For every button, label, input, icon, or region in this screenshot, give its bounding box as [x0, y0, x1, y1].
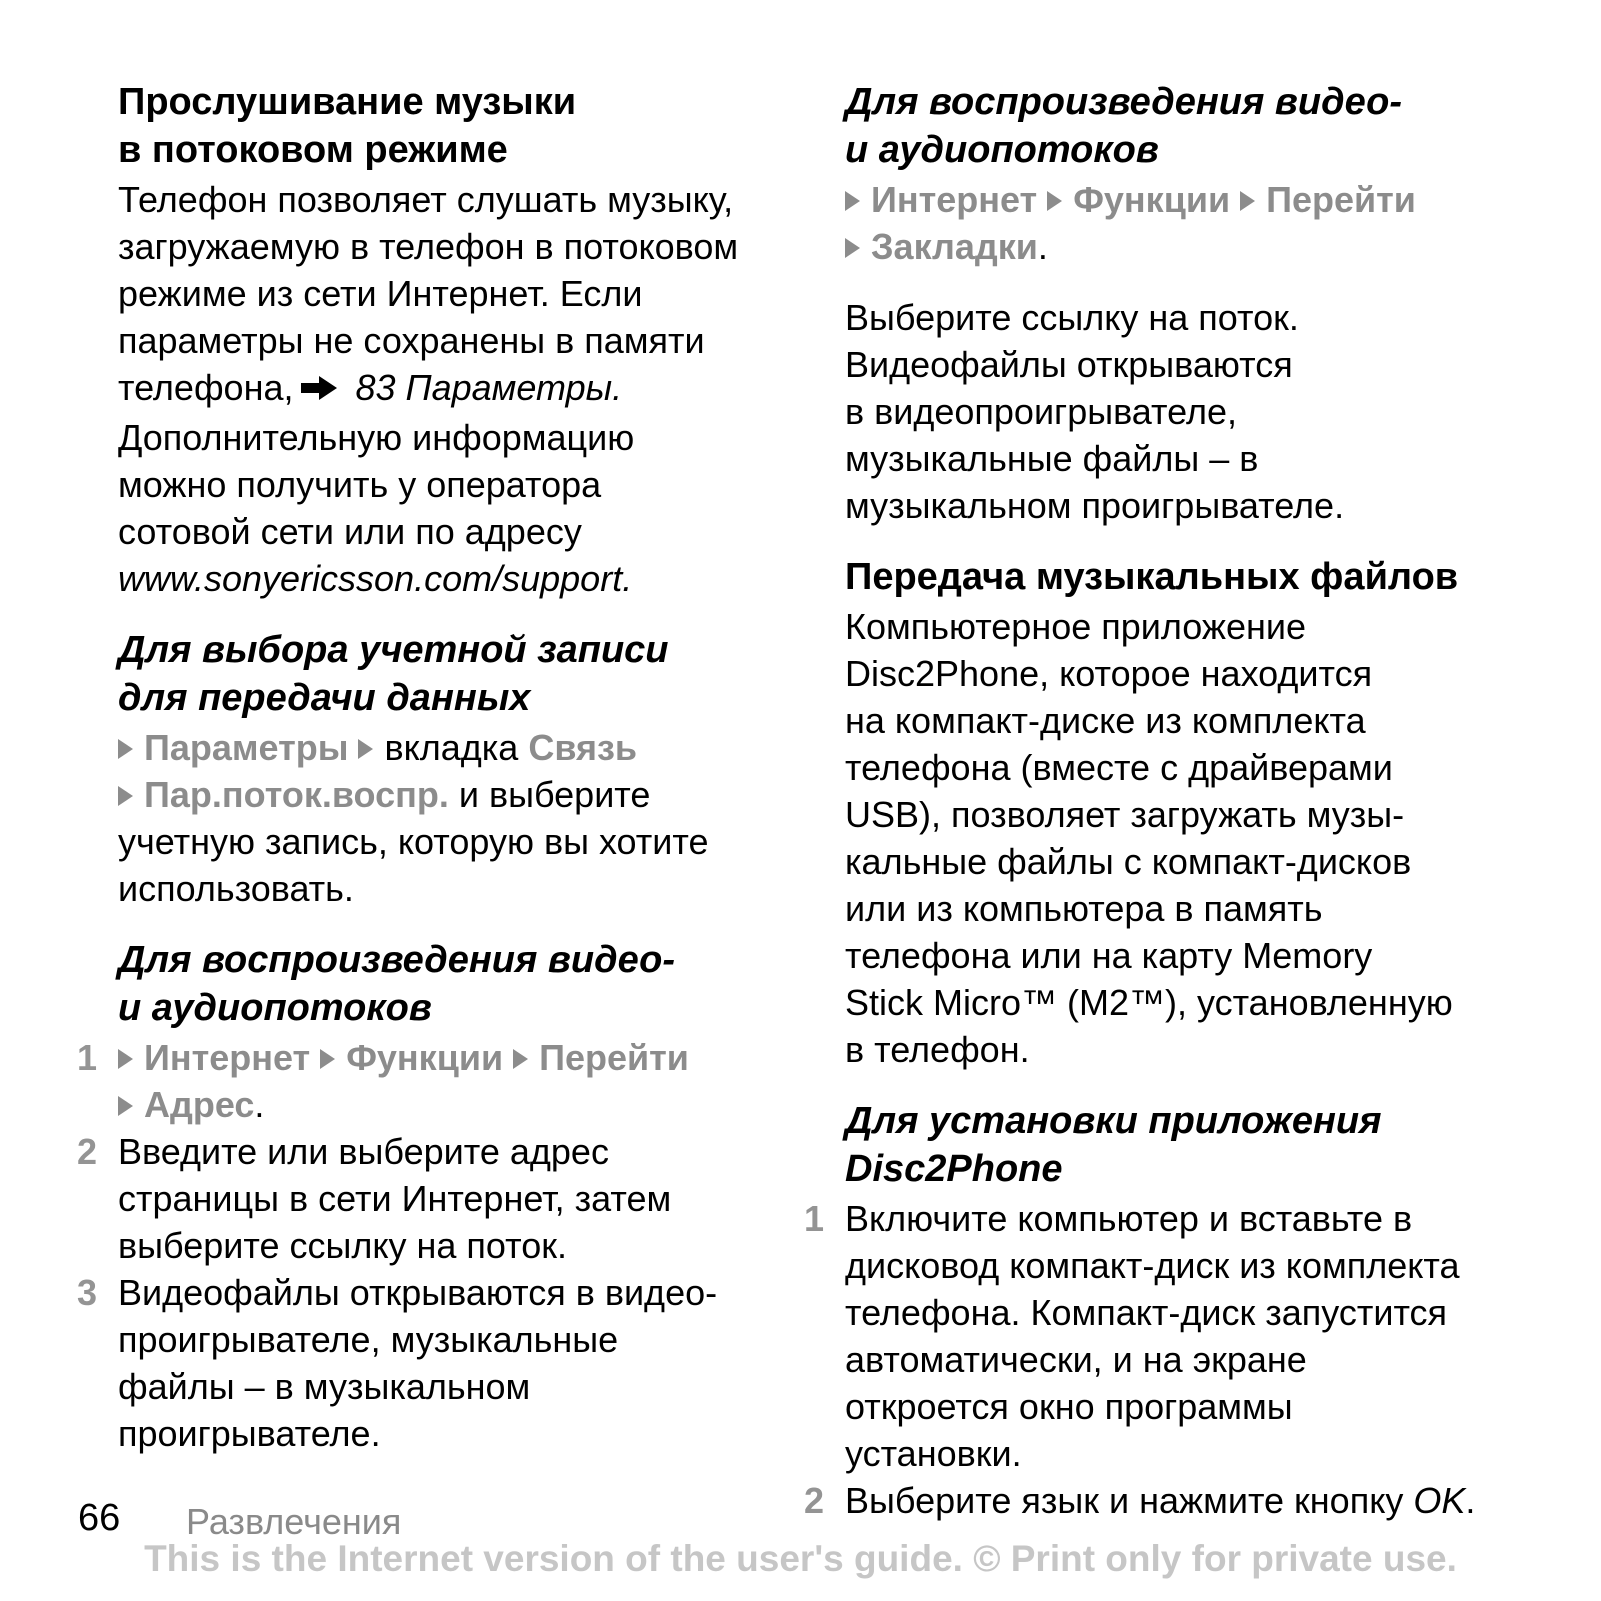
menu-arrow-icon [1240, 191, 1255, 211]
list-item [77, 1034, 808, 1128]
subheading-line [845, 126, 1585, 174]
list-item-line [118, 1269, 808, 1316]
para-line [845, 885, 1585, 932]
text-run: Закладки [871, 226, 1038, 267]
para-line [845, 932, 1585, 979]
text-run: Disc2Phone [845, 1148, 1063, 1190]
text-run: откроется окно программы [845, 1386, 1293, 1427]
subheading-line [845, 1097, 1585, 1145]
text-run: музыкальные файлы – в [845, 438, 1259, 479]
para-line [118, 508, 808, 555]
paragraph [845, 603, 1585, 1073]
text-run: Для выбора учетной записи [118, 629, 669, 671]
text-run: Видеофайлы открываются в видео- [118, 1272, 718, 1313]
para-line [118, 818, 808, 865]
para-line [845, 744, 1585, 791]
text-run: Для воспроизведения видео- [845, 81, 1403, 123]
numbered-list [804, 1195, 1585, 1524]
menu-arrow-icon [513, 1049, 528, 1069]
list-number: 2 [77, 1131, 98, 1172]
text-run: вкладка [384, 727, 529, 768]
text-run: дисковод компакт-диск из комплекта [845, 1245, 1460, 1286]
text-run: Адрес [144, 1084, 255, 1125]
para-line [845, 223, 1585, 270]
heading-line [118, 126, 808, 174]
menu-arrow-icon [118, 739, 133, 759]
text-run: Передача музыкальных файлов [845, 556, 1459, 598]
text-run: или из компьютера в память [845, 888, 1323, 929]
list-item-line [118, 1363, 808, 1410]
para-line [118, 223, 808, 270]
text-run: Для воспроизведения видео- [118, 939, 676, 981]
para-line [118, 176, 808, 223]
menu-arrow-icon [358, 739, 373, 759]
sub-heading [845, 78, 1585, 174]
text-run: Функции [346, 1037, 514, 1078]
text-run: загружаемую в телефон в потоковом [118, 226, 739, 267]
para-line [845, 791, 1585, 838]
list-item-line [118, 1081, 808, 1128]
para-line [845, 176, 1585, 223]
text-run: страницы в сети Интернет, затем [118, 1178, 672, 1219]
para-line [845, 838, 1585, 885]
list-item-line [845, 1477, 1585, 1524]
right-column [804, 78, 1585, 1524]
footer-section-label: Развлечения [186, 1501, 402, 1542]
text-run: Пар.поток.воспр. [144, 774, 449, 815]
text-run: в видеопроигрывателе, [845, 391, 1237, 432]
paragraph [118, 176, 808, 602]
text-run: Для установки приложения [845, 1100, 1382, 1142]
text-run: параметры не сохранены в памяти [118, 320, 705, 361]
sub-heading [118, 626, 808, 722]
text-run: Включите компьютер и вставьте в [845, 1198, 1413, 1239]
text-run: проигрывателе. [118, 1413, 381, 1454]
text-run: выберите ссылку на поток. [118, 1225, 567, 1266]
section-heading [118, 78, 808, 174]
para-line [845, 388, 1585, 435]
text-run: Выберите ссылку на поток. [845, 297, 1299, 338]
text-run: Параметры [144, 727, 359, 768]
left-column [77, 78, 808, 1457]
paragraph [845, 176, 1585, 270]
text-run: . [1465, 1480, 1476, 1521]
menu-arrow-icon [118, 786, 133, 806]
list-number: 2 [804, 1480, 825, 1521]
para-line [845, 650, 1585, 697]
text-run: Выберите язык и нажмите кнопку [845, 1480, 1414, 1521]
list-number: 1 [804, 1198, 825, 1239]
text-run: кальные файлы с компакт-дисков [845, 841, 1412, 882]
list-item-line [845, 1242, 1585, 1289]
text-run: Перейти [539, 1037, 689, 1078]
text-run: Функции [1073, 179, 1241, 220]
para-line [118, 270, 808, 317]
text-run: . [254, 1084, 265, 1125]
menu-arrow-icon [845, 191, 860, 211]
numbered-list [77, 1034, 808, 1457]
para-line [845, 294, 1585, 341]
text-run: Disc2Phone, которое находится [845, 653, 1373, 694]
para-line [118, 771, 808, 818]
list-item [804, 1477, 1585, 1524]
text-run: автоматически, и на экране [845, 1339, 1307, 1380]
list-number: 3 [77, 1272, 98, 1313]
menu-arrow-icon [320, 1049, 335, 1069]
text-run: в потоковом режиме [118, 129, 508, 171]
watermark-text: This is the Internet version of the user's guide. © Print only for private use. [144, 1538, 1457, 1579]
subheading-line [845, 78, 1585, 126]
text-run: для передачи данных [118, 677, 531, 719]
list-item-line [845, 1430, 1585, 1477]
text-run: музыкальном проигрывателе. [845, 485, 1345, 526]
para-line [118, 461, 808, 508]
text-run: Телефон позволяет слушать музыку, [118, 179, 734, 220]
para-line [118, 555, 808, 602]
text-run: Дополнительную информацию [118, 417, 635, 458]
text-run: Прослушивание музыки [118, 81, 577, 123]
sub-heading [845, 1097, 1585, 1193]
see-also-arrow-icon [299, 367, 339, 414]
text-run: установки. [845, 1433, 1022, 1474]
heading-line [845, 553, 1585, 601]
para-line [118, 317, 808, 364]
para-line [845, 697, 1585, 744]
list-item-line [845, 1195, 1585, 1242]
text-run: www.sonyericsson.com/support. [118, 558, 633, 599]
menu-arrow-icon [845, 238, 860, 258]
list-item-line [118, 1222, 808, 1269]
para-line [845, 979, 1585, 1026]
text-run: телефона или на карту Memory [845, 935, 1373, 976]
list-item-line [118, 1034, 808, 1081]
text-run: на компакт-диске из комплекта [845, 700, 1366, 741]
list-item-line [845, 1383, 1585, 1430]
section-heading [845, 553, 1585, 601]
text-run: в телефон. [845, 1029, 1030, 1070]
text-run: USB), позволяет загружать музы- [845, 794, 1405, 835]
text-run: Компьютерное приложение [845, 606, 1307, 647]
list-item-line [845, 1289, 1585, 1336]
text-run: использовать. [118, 868, 354, 909]
para-line [845, 341, 1585, 388]
text-run: . [1037, 226, 1048, 267]
subheading-line [118, 984, 808, 1032]
list-item-line [118, 1410, 808, 1457]
para-line [118, 364, 808, 414]
para-line [845, 482, 1585, 529]
para-line [845, 1026, 1585, 1073]
list-item-line [118, 1175, 808, 1222]
para-line [845, 603, 1585, 650]
subheading-line [118, 936, 808, 984]
para-line [845, 435, 1585, 482]
para-line [118, 414, 808, 461]
menu-arrow-icon [1047, 191, 1062, 211]
subheading-line [845, 1145, 1585, 1193]
text-run: Введите или выберите адрес [118, 1131, 609, 1172]
list-item-line [118, 1316, 808, 1363]
para-line [118, 865, 808, 912]
text-run: телефона. Компакт-диск запустится [845, 1292, 1448, 1333]
text-run: файлы – в музыкальном [118, 1366, 531, 1407]
heading-line [118, 78, 808, 126]
subheading-line [118, 674, 808, 722]
text-run: Интернет [144, 1037, 321, 1078]
text-run: Интернет [871, 179, 1048, 220]
list-item [77, 1269, 808, 1457]
list-item [77, 1128, 808, 1269]
text-run: учетную запись, которую вы хотите [118, 821, 709, 862]
menu-arrow-icon [118, 1096, 133, 1116]
text-run: сотовой сети или по адресу [118, 511, 582, 552]
text-run: режиме из сети Интернет. Если [118, 273, 643, 314]
text-run: OK [1413, 1480, 1466, 1521]
list-item-line [845, 1336, 1585, 1383]
list-number: 1 [77, 1037, 98, 1078]
page-number: 66 [78, 1497, 121, 1539]
text-run: и аудиопотоков [845, 129, 1159, 171]
sub-heading [118, 936, 808, 1032]
paragraph [118, 724, 808, 912]
list-item [804, 1195, 1585, 1477]
text-run: телефона, [118, 367, 294, 408]
text-run: телефона (вместе с драйверами [845, 747, 1393, 788]
text-run: Видеофайлы открываются [845, 344, 1293, 385]
text-run: и аудиопотоков [118, 987, 432, 1029]
paragraph [845, 294, 1585, 529]
menu-arrow-icon [118, 1049, 133, 1069]
text-run: проигрывателе, музыкальные [118, 1319, 619, 1360]
text-run: Перейти [1266, 179, 1416, 220]
list-item-line [118, 1128, 808, 1175]
subheading-line [118, 626, 808, 674]
text-run: Stick Micro™ (M2™), установленную [845, 982, 1453, 1023]
text-run: Связь [528, 727, 638, 768]
text-run: 83 Параметры. [345, 367, 623, 408]
para-line [118, 724, 808, 771]
text-run: можно получить у оператора [118, 464, 602, 505]
text-run: и выберите [448, 774, 651, 815]
